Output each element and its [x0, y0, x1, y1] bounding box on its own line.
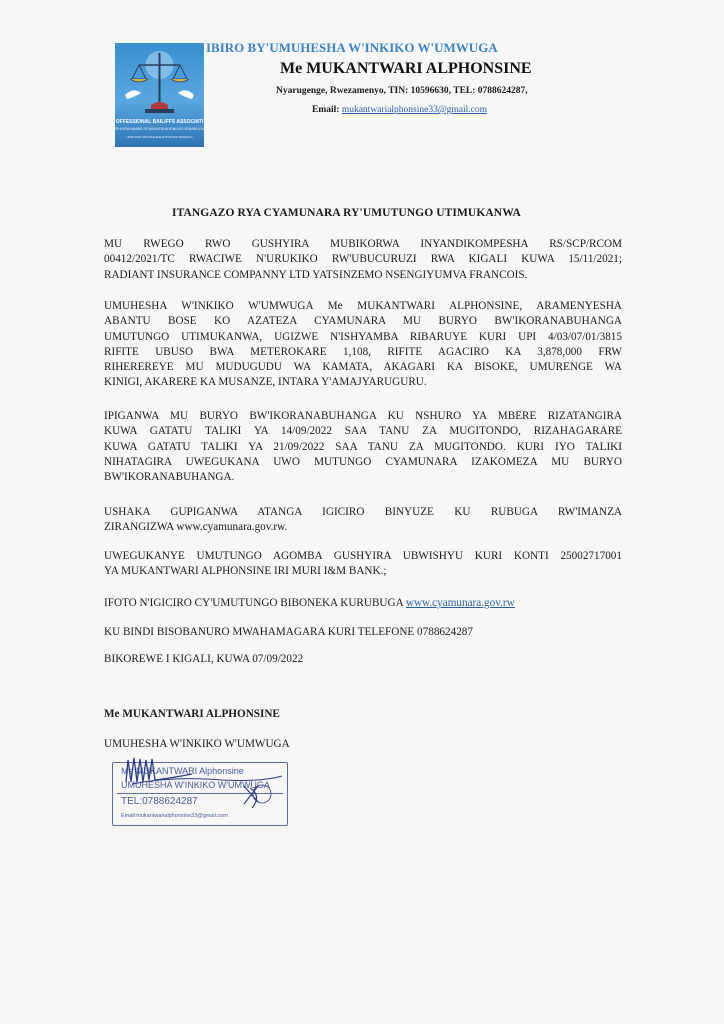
logo-caption: OFFESSIONAL BAILIFFS ASSOCIATI	[115, 119, 204, 125]
signatory-name: Me MUKANTWARI ALPHONSINE	[104, 708, 280, 720]
bailiff-association-logo	[115, 43, 204, 147]
paragraph-line: UMUTUNGO UTIMUKANWA, UGIZWE N'ISHYAMBA RIBARUYE KURI UPI 4/03/07/01/3815	[104, 330, 622, 343]
logo-small-caption: URWUNGA RW'ABAHESHA B'INKIKO BIGENGA	[126, 135, 193, 139]
logo-subcaption: ISHYIRAHAMWE RY'ABAHESHA B'INKIKO B'UMWUGA	[115, 127, 204, 131]
notice-title: ITANGAZO RYA CYAMUNARA RY'UMUTUNGO UTIMUKANWA	[172, 207, 521, 219]
address-line: Nyarugenge, Rwezamenyo, TIN: 10596630, TEL: 0788624287,	[276, 86, 528, 96]
paragraph-line: KINIGI, AKARERE KA MUSANZE, INTARA Y'AMAJYARUGURU.	[104, 376, 427, 389]
paragraph-line: UMUHESHA W'INKIKO W'UMWUGA Me MUKANTWARI ALPHONSINE, ARAMENYESHA	[104, 300, 622, 312]
auction-website-link[interactable]: www.cyamunara.gov.rw	[405, 597, 515, 609]
paragraph-line: KUWA GATATU TALIKI YA 14/09/2022 SAA TANU ZA MUGITONDO, RIZAHAGARARE	[104, 425, 622, 438]
contact-info-line: KU BINDI BISOBANURO MWAHAMAGARA KURI TELEFONE 0788624287	[104, 626, 473, 638]
paragraph-line: 00412/2021/TC RWACIWE N'URUKIKO RW'UBUCURUZI RWA KIGALI KUWA 15/11/2021;	[104, 253, 622, 266]
paragraph-auction-schedule	[104, 409, 622, 485]
handwritten-signature	[112, 752, 292, 822]
paragraph-line: KUWA GATATU TALIKI YA 21/09/2022 SAA TANU ZA MUGITONDO. KURI IYO TALIKI	[104, 440, 622, 453]
stamp-title-line: UMUHESHA W'INKIKO W'UMWUGA	[121, 780, 270, 790]
paragraph-line: IPIGANWA MU BURYO BW'IKORANABUHANGA KU NSHURO YA MBERE RIZATANGIRA	[104, 410, 622, 422]
photo-price-line	[104, 597, 515, 609]
paragraph-line: BW'IKORANABUHANGA.	[104, 471, 235, 484]
signatory-title: UMUHESHA W'INKIKO W'UMWUGA	[104, 738, 290, 750]
paragraph-line: UWEGUKANYE UMUTUNGO AGOMBA GUSHYIRA UBWISHYU KURI KONTI 25002717001	[104, 550, 622, 562]
paragraph-payment-instructions	[104, 549, 622, 580]
paragraph-line: YA MUKANTWARI ALPHONSINE IRI MURI I&M BANK.;	[104, 565, 387, 578]
place-date-line: BIKOREWE I KIGALI, KUWA 07/09/2022	[104, 653, 304, 665]
stamp-email-line: Email:mukantwarialphonsine33@gmail.com	[121, 813, 228, 819]
bailiff-name-heading: Me MUKANTWARI ALPHONSINE	[280, 60, 532, 77]
photo-price-text: IFOTO N'IGICIRO CY'UMUTUNGO BIBONEKA KURUBUGA	[104, 597, 406, 609]
paragraph-line: ABANTU BOSE KO AZATEZA CYAMUNARA MU BURYO BW'IKORANABUHANGA	[104, 315, 622, 328]
stamp-phone-line: TEL:0788624287	[121, 796, 198, 807]
email-link[interactable]: mukantwarialphonsine33@gmail.com	[341, 105, 487, 115]
stamp-name-line: Me MUKANTWARI Alphonsine	[121, 766, 244, 776]
paragraph-line: ZIRANGIZWA www.cyamunara.gov.rw.	[104, 521, 288, 534]
paragraph-line: MU RWEGO RWO GUSHYIRA MUBIKORWA INYANDIKOMPESHA RS/SCP/RCOM	[104, 238, 622, 250]
paragraph-judgment-reference	[104, 237, 622, 283]
email-row	[312, 105, 487, 115]
paragraph-line: RIFITE UBUSO BWA METEROKARE 1,108, RIFITE AGACIRO KA 3,878,000 FRW	[104, 345, 622, 358]
office-heading: IBIRO BY'UMUHESHA W'INKIKO W'UMWUGA	[206, 40, 498, 55]
paragraph-property-description	[104, 299, 622, 391]
paragraph-line: NIHATAGIRA UWEGUKANA UWO MUTUNGO CYAMUNARA IZAKOMEZA MU BURYO	[104, 455, 622, 468]
email-label: Email:	[312, 105, 340, 115]
paragraph-line: RIHEREREYE MU MUDUGUDU WA KAMATA, AKAGARI KA BISOKE, UMURENGE WA	[104, 361, 622, 374]
paragraph-line: USHAKA GUPIGANWA ATANGA IGICIRO BINYUZE KU RUBUGA RW'IMANZA	[104, 506, 622, 518]
paragraph-bidding-instructions	[104, 505, 622, 536]
scales-of-justice-icon	[115, 43, 204, 119]
paragraph-line: RADIANT INSURANCE COMPANNY LTD YATSINZEMO NSENGIYUMVA FRANCOIS.	[104, 268, 528, 281]
